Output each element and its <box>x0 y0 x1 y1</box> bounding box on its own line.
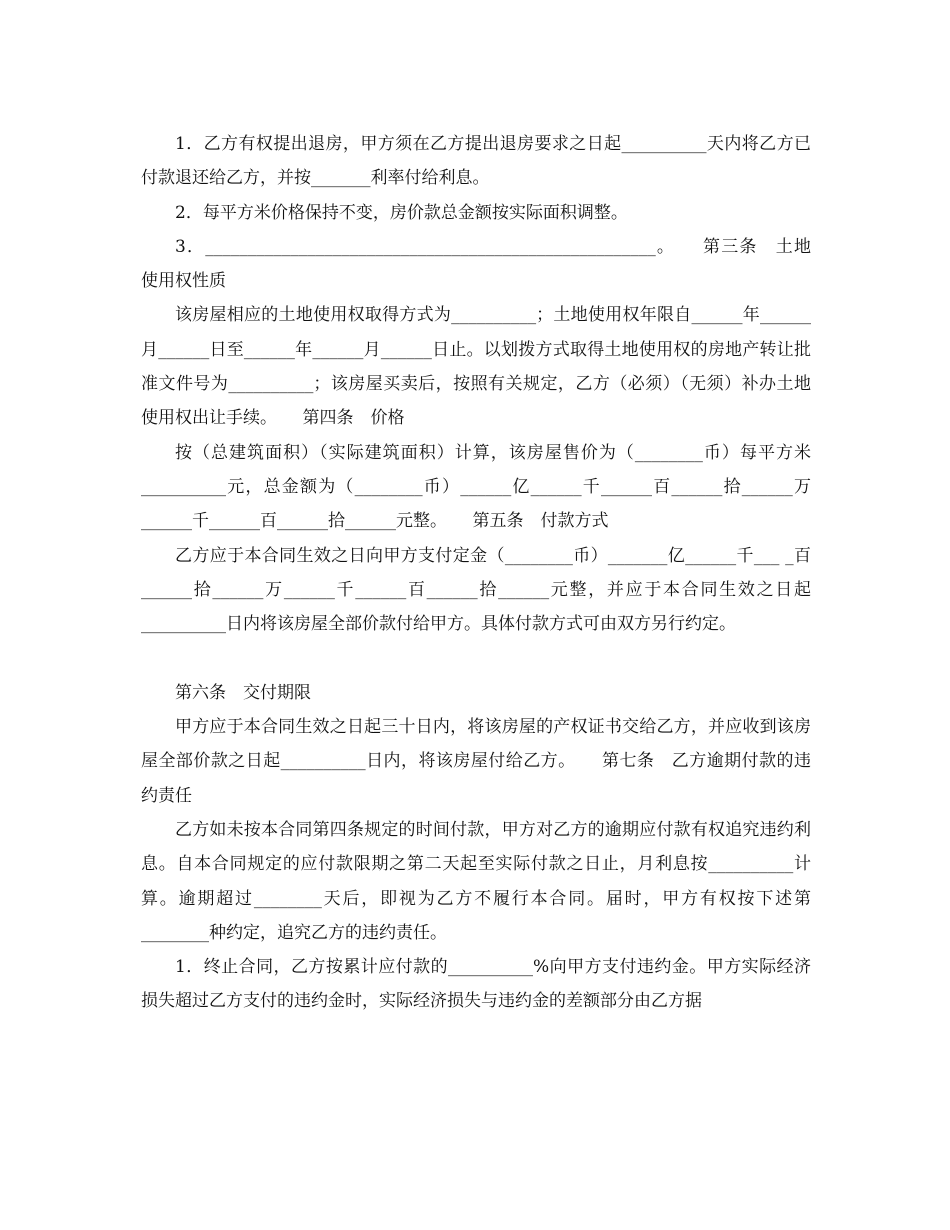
paragraph-item-3-and-article-3-heading: 3．_____________________________________________________。 第三条 土地使用权性质 <box>141 236 811 292</box>
paragraph-land-use-right: 该房屋相应的土地使用权取得方式为__________；土地使用权年限自______年______月______日至______年______月______日止。以划拨方式取得土地使用权的房地产转让批准文件号为__________；该房屋买卖后，按照有关规定，乙方（必须）（无须）补办土地使用权出让手续。 第四条 价格 <box>141 305 811 429</box>
paragraph-delivery-terms: 甲方应于本合同生效之日起三十日内，将该房屋的产权证书交给乙方，并应收到该房屋全部价款之日起__________日内，将该房屋付给乙方。 第七条 乙方逾期付款的违约责任 <box>141 717 811 806</box>
paragraph-refund-clause: 1．乙方有权提出退房，甲方须在乙方提出退房要求之日起__________天内将乙方已付款退还给乙方，并按_______利率付给利息。 <box>141 134 811 189</box>
paragraph-late-payment-interest: 乙方如未按本合同第四条规定的时间付款，甲方对乙方的逾期应付款有权追究违约利息。自本合同规定的应付款限期之第二天起至实际付款之日止，月利息按__________计算。逾期超过________天后，即视为乙方不履行本合同。届时，甲方有权按下述第________种约定，追究乙方的违约责任。 <box>141 819 811 943</box>
paragraph-termination-penalty: 1．终止合同，乙方按累计应付款的__________%向甲方支付违约金。甲方实际经济损失超过乙方支付的违约金时，实际经济损失与违约金的差额部分由乙方据 <box>141 957 811 1012</box>
paragraph-blank-line <box>141 641 811 675</box>
paragraph-price-calculation: 按（总建筑面积）（实际建筑面积）计算，该房屋售价为（________币）每平方米__________元，总金额为（________币）______亿______千______百______拾______万______千______百______拾______元整。 第五条 付款方式 <box>141 442 811 532</box>
contract-body <box>141 127 811 1019</box>
paragraph-deposit-payment: 乙方应于本合同生效之日向甲方支付定金（________币）_______亿______千___ _百______拾______万______千______百______拾______元整，并应于本合同生效之日起__________日内将该房屋全部价款付给甲方。具体付款方式可由双方另行约定。 <box>141 545 811 635</box>
heading-article-6-delivery: 第六条 交付期限 <box>175 682 311 703</box>
paragraph-price-unchanged: 2．每平方米价格保持不变，房价款总金额按实际面积调整。 <box>175 202 628 223</box>
